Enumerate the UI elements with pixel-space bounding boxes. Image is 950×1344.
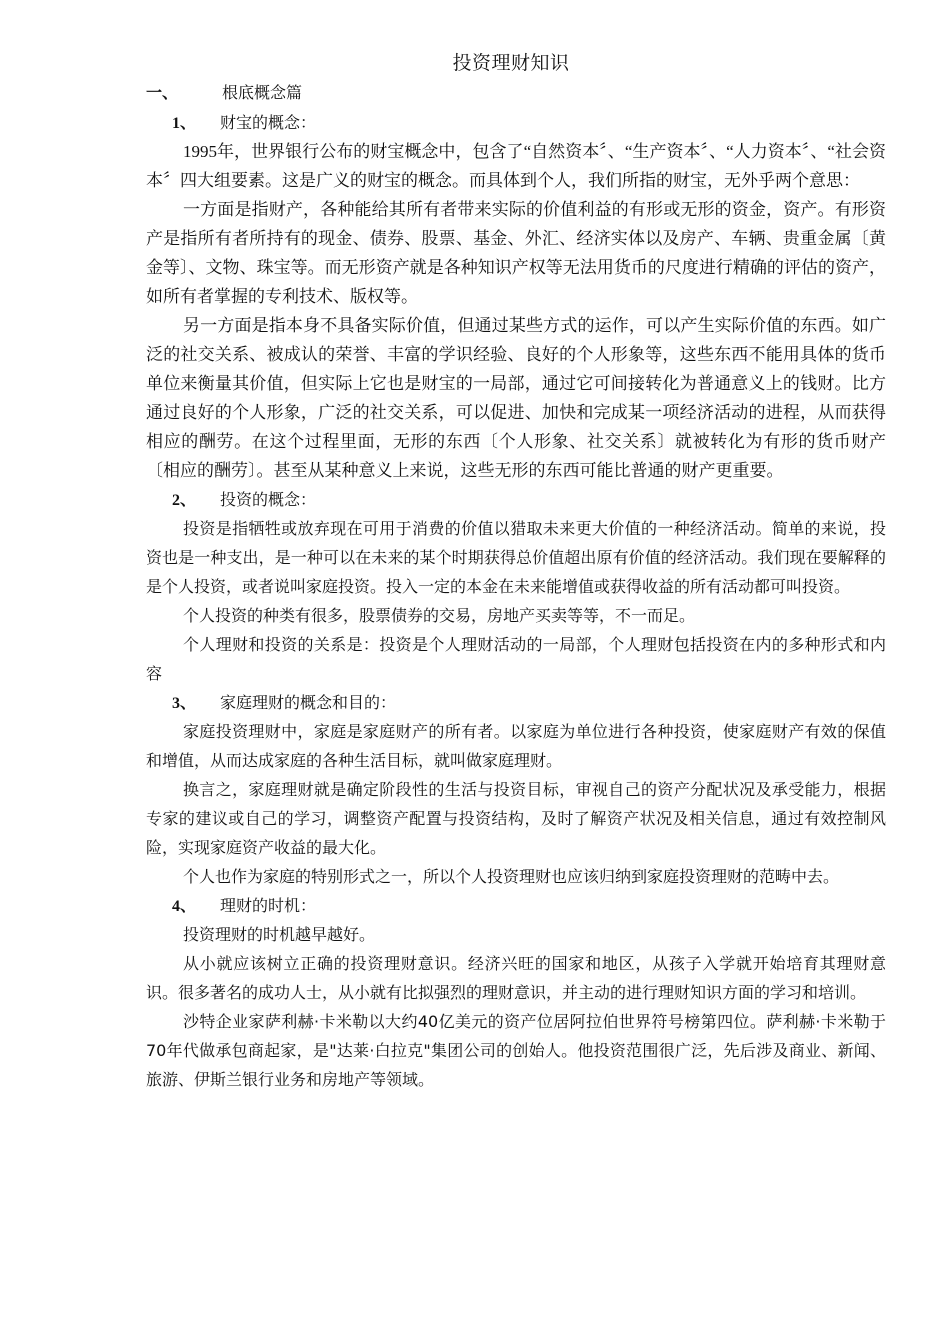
paragraph: 个人也作为家庭的特别形式之一，所以个人投资理财也应该归纳到家庭投资理财的范畴中去。 xyxy=(183,867,840,886)
subheading-2 xyxy=(146,485,886,514)
subheading-label: 财宝的概念： xyxy=(220,113,317,132)
section-label: 根底概念篇 xyxy=(222,83,303,102)
subheading-1 xyxy=(146,108,886,137)
paragraph: 个人理财和投资的关系是：投资是个人理财活动的一局部，个人理财包括投资在内的多种形式和内容 xyxy=(146,635,886,683)
paragraph: 家庭投资理财中，家庭是家庭财产的所有者。以家庭为单位进行各种投资，使家庭财产有效的保值和增值，从而达成家庭的各种生活目标，就叫做家庭理财。 xyxy=(146,722,886,770)
subheading-label: 家庭理财的概念和目的： xyxy=(220,693,397,712)
subheading-number: 2、 xyxy=(172,492,197,509)
section-heading xyxy=(146,80,302,103)
subheading-label: 投资的概念： xyxy=(220,490,317,509)
subheading-number: 1、 xyxy=(172,115,197,132)
paragraph: 投资是指牺牲或放弃现在可用于消费的价值以猎取未来更大价值的一种经济活动。简单的来说，投资也是一种支出，是一种可以在未来的某个时期获得总价值超出原有价值的经济活动。我们现在要解释的是个人投资，或者说叫家庭投资。投入一定的本金在未来能增值或获得收益的所有活动都可叫投资。 xyxy=(146,519,886,596)
paragraph: 沙特企业家萨利赫·卡米勒以大约40亿美元的资产位居阿拉伯世界符号榜第四位。萨利赫·卡米勒于70年代做承包商起家，是"达莱·白拉克"集团公司的创始人。他投资范围很广泛，先后涉及商业、新闻、旅游、伊斯兰银行业务和房地产等领域。 xyxy=(146,1012,886,1089)
subheading-number: 3、 xyxy=(172,695,197,712)
subheading-3 xyxy=(146,688,886,717)
subheading-4 xyxy=(146,891,886,920)
section-number: 一、 xyxy=(146,85,179,102)
paragraph: 一方面是指财产，各种能给其所有者带来实际的价值利益的有形或无形的资金，资产。有形资产是指所有者所持有的现金、债券、股票、基金、外汇、经济实体以及房产、车辆、贵重金属〔黄金等〕、文物、珠宝等。而无形资产就是各种知识产权等无法用货币的尺度进行精确的评估的资产，如所有者掌握的专利技术、版权等。 xyxy=(146,200,886,306)
paragraph: 换言之，家庭理财就是确定阶段性的生活与投资目标，审视自己的资产分配状况及承受能力，根据专家的建议或自己的学习，调整资产配置与投资结构，及时了解资产状况及相关信息，通过有效控制风险，实现家庭资产收益的最大化。 xyxy=(146,780,886,857)
paragraph: 1995年，世界银行公布的财宝概念中，包含了“自然资本〞、“生产资本〞、“人力资本〞、“社会资本〞四大组要素。这是广义的财宝的概念。而具体到个人，我们所指的财宝，无外乎两个意思： xyxy=(146,142,886,190)
paragraph: 从小就应该树立正确的投资理财意识。经济兴旺的国家和地区，从孩子入学就开始培育其理财意识。很多著名的成功人士，从小就有比拟强烈的理财意识，并主动的进行理财知识方面的学习和培训。 xyxy=(146,954,886,1002)
paragraph: 另一方面是指本身不具备实际价值，但通过某些方式的运作，可以产生实际价值的东西。如广泛的社交关系、被成认的荣誉、丰富的学识经验、良好的个人形象等，这些东西不能用具体的货币单位来衡量其价值，但实际上它也是财宝的一局部，通过它可间接转化为普通意义上的钱财。比方通过良好的个人形象，广泛的社交关系，可以促进、加快和完成某一项经济活动的进程，从而获得相应的酬劳。在这个过程里面，无形的东西〔个人形象、社交关系〕就被转化为有形的货币财产〔相应的酬劳〕。甚至从某种意义上来说，这些无形的东西可能比普通的财产更重要。 xyxy=(146,316,886,480)
document-title: 投资理财知识 xyxy=(452,52,570,74)
subheading-label: 理财的时机： xyxy=(220,896,317,915)
document-body xyxy=(146,108,886,1094)
paragraph: 投资理财的时机越早越好。 xyxy=(183,925,376,944)
subheading-number: 4、 xyxy=(172,898,197,915)
paragraph: 个人投资的种类有很多，股票债券的交易，房地产买卖等等，不一而足。 xyxy=(183,606,696,625)
